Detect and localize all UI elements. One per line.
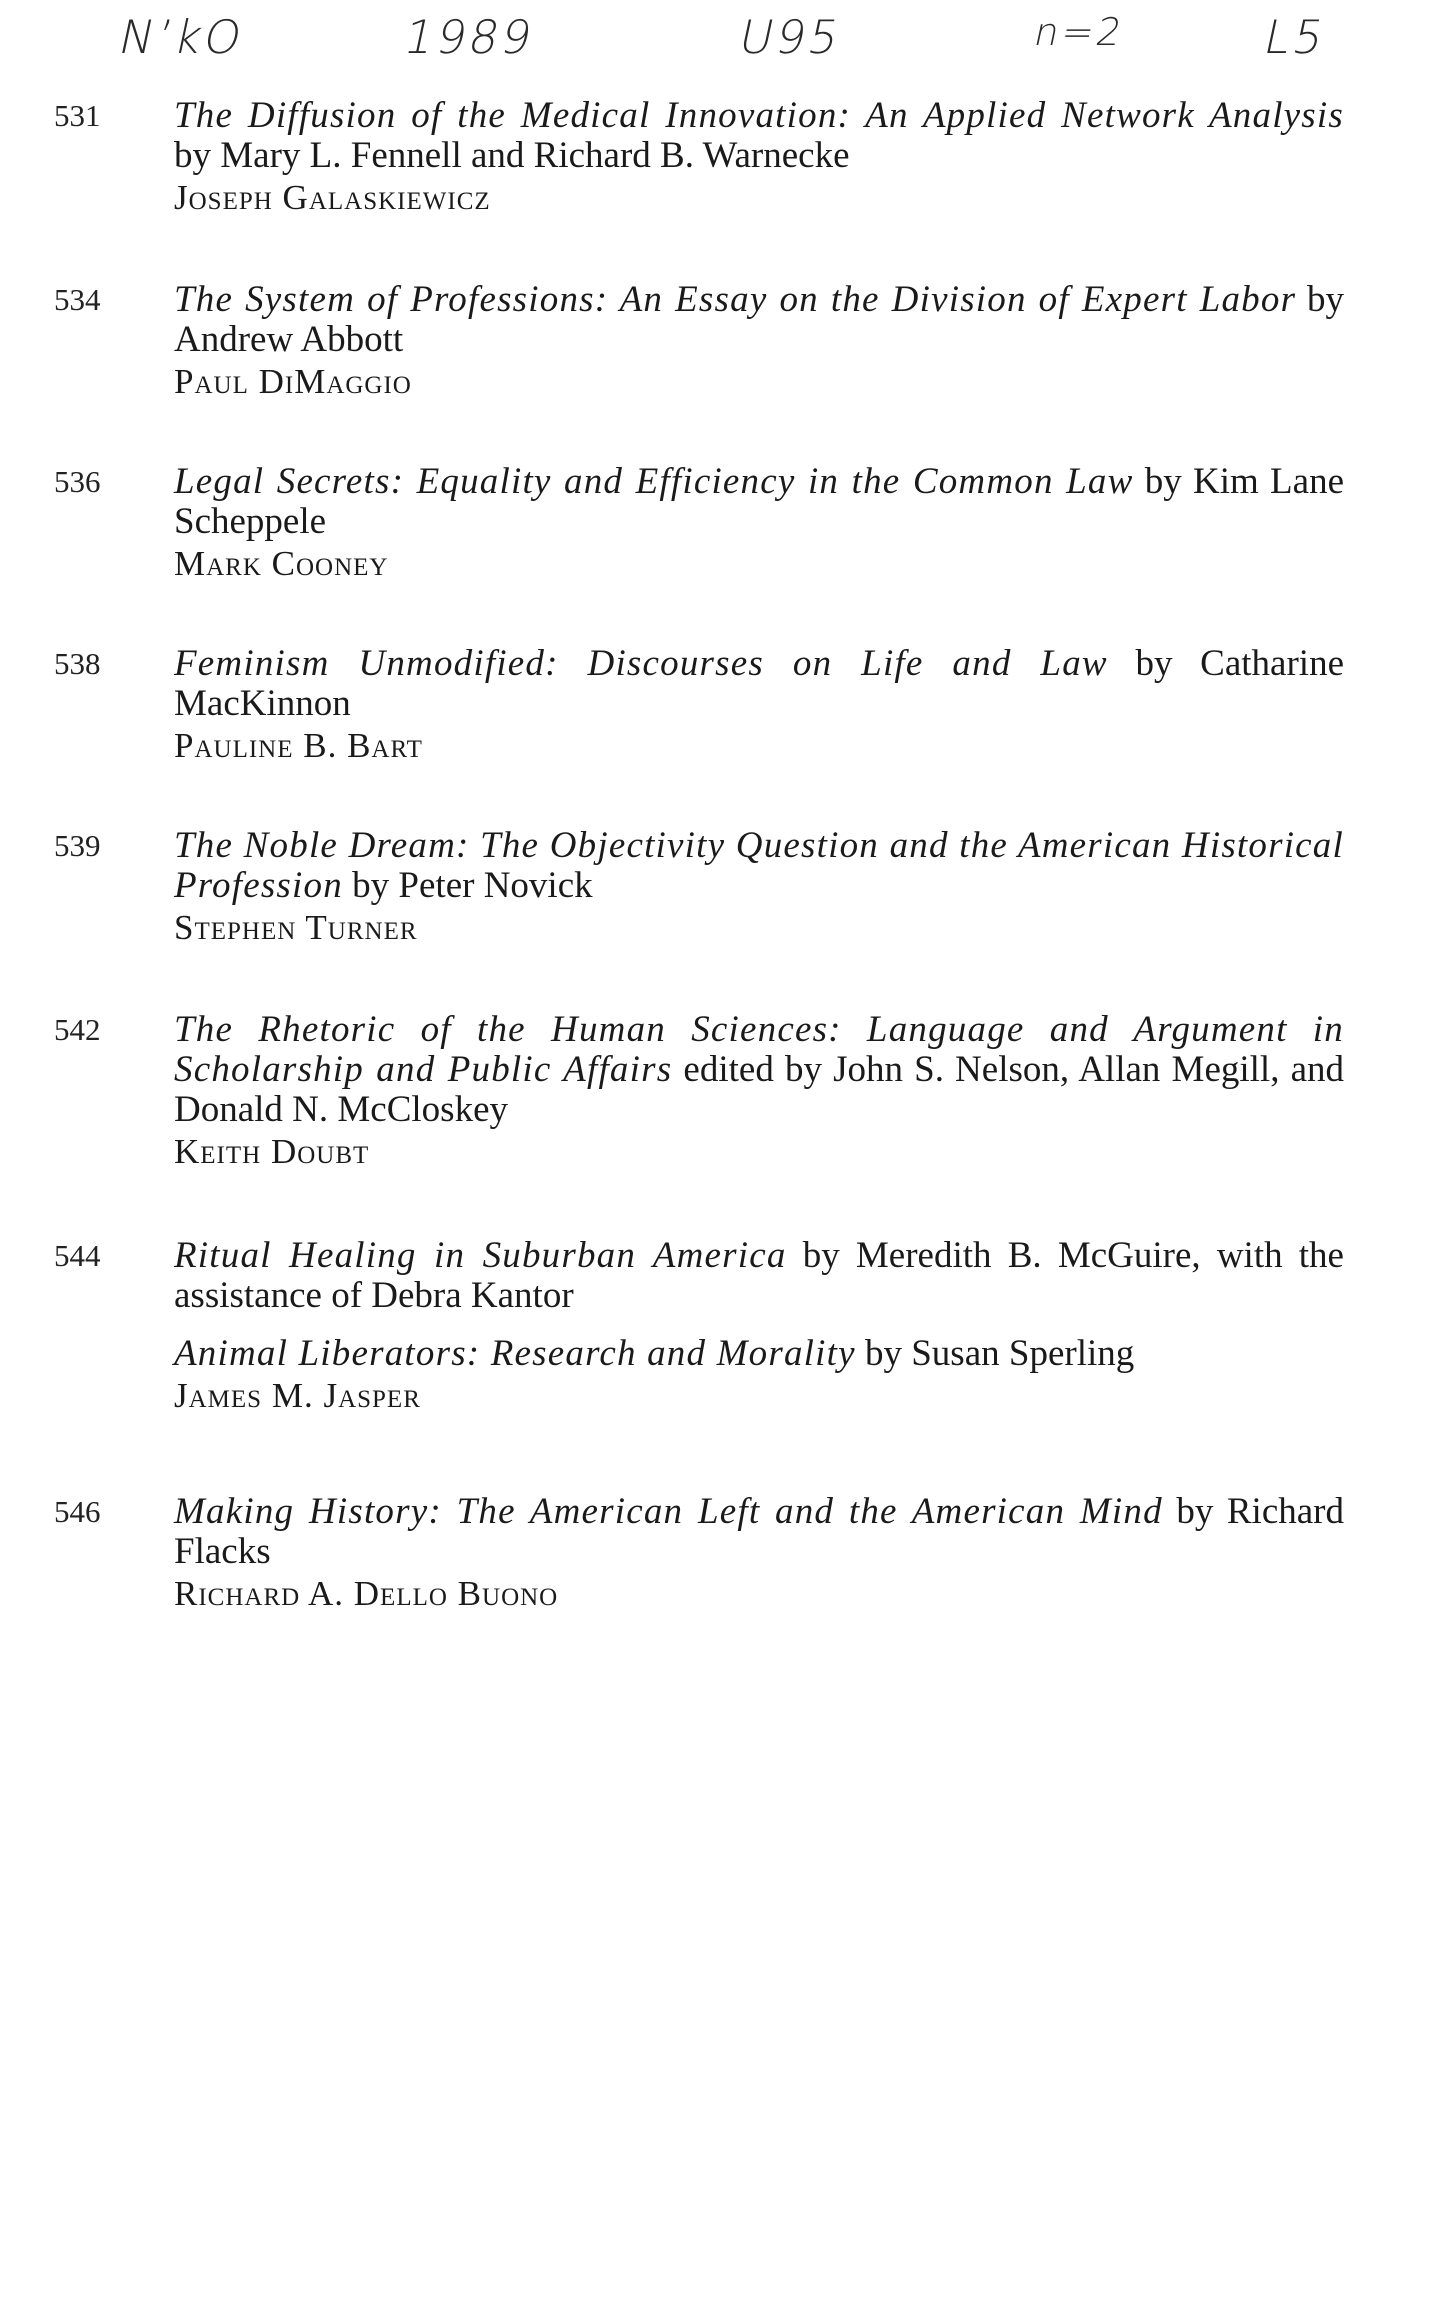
header-note-part: L5 xyxy=(1259,10,1332,64)
book-title: The Rhetoric of the Human Sciences: Language and Argument in Scholarship and Public Affairs xyxy=(174,1009,1344,1090)
reviewer-name: James M. Jasper xyxy=(174,1376,421,1415)
handwritten-header-note xyxy=(114,10,1390,80)
book-byline: edited by John S. Nelson, Allan Megill, and Donald N. McCloskey xyxy=(174,1049,1344,1130)
header-note-part: U95 xyxy=(734,10,847,64)
reviewer-name: Joseph Galaskiewicz xyxy=(174,178,491,217)
entry-body xyxy=(174,462,1344,586)
header-note-part: 1989 xyxy=(399,10,540,64)
entry-body xyxy=(174,644,1344,768)
entry-body xyxy=(174,826,1344,950)
book-title: Making History: The American Left and the American Mind xyxy=(174,1491,1163,1532)
page-number: 539 xyxy=(54,828,101,863)
book-byline: by Susan Sperling xyxy=(855,1333,1135,1374)
page-number: 531 xyxy=(54,98,101,133)
book-title: Animal Liberators: Research and Morality xyxy=(174,1333,856,1374)
reviewer-name: Stephen Turner xyxy=(174,908,418,947)
book-citation xyxy=(174,826,1344,906)
book-byline: by Peter Novick xyxy=(342,865,593,906)
page-number: 544 xyxy=(54,1238,101,1273)
entry-body xyxy=(174,1010,1344,1174)
entry-body xyxy=(174,96,1344,220)
page-number: 534 xyxy=(54,282,101,317)
book-byline: by Andrew Abbott xyxy=(174,279,1344,360)
reviewer-name: Paul DiMaggio xyxy=(174,362,412,401)
book-title: The Noble Dream: The Objectivity Question and the American Historical Profession xyxy=(174,825,1344,906)
book-byline: by Richard Flacks xyxy=(174,1491,1344,1572)
book-byline: by Kim Lane Scheppele xyxy=(174,461,1344,542)
book-title: The System of Professions: An Essay on the Division of Expert Labor xyxy=(174,279,1297,320)
book-citation xyxy=(174,644,1344,724)
header-note-part: N’kO xyxy=(114,10,250,64)
book-byline: by Meredith B. McGuire, with the assistance of Debra Kantor xyxy=(174,1235,1344,1316)
book-citation xyxy=(174,462,1344,542)
book-citation xyxy=(174,96,1344,176)
reviewer-name: Pauline B. Bart xyxy=(174,726,423,765)
page-number: 536 xyxy=(54,464,101,499)
entry-body xyxy=(174,1236,1344,1418)
book-citation xyxy=(174,1492,1344,1572)
book-byline: by Catharine MacKinnon xyxy=(174,643,1344,724)
reviewer-name: Keith Doubt xyxy=(174,1132,370,1171)
entry-body xyxy=(174,1492,1344,1616)
page-number: 542 xyxy=(54,1012,101,1047)
book-citation xyxy=(174,1236,1344,1316)
page-number: 546 xyxy=(54,1494,101,1529)
book-byline: by Mary L. Fennell and Richard B. Warnecke xyxy=(174,135,850,176)
book-citation xyxy=(174,1334,1344,1374)
book-title: The Diffusion of the Medical Innovation: An Applied Network Analysis xyxy=(174,95,1344,136)
page-number: 538 xyxy=(54,646,101,681)
book-citation xyxy=(174,280,1344,360)
book-title: Feminism Unmodified: Discourses on Life and Law xyxy=(174,643,1108,684)
header-note-part: n=2 xyxy=(1030,10,1129,54)
entry-body xyxy=(174,280,1344,404)
reviewer-name: Richard A. Dello Buono xyxy=(174,1574,559,1613)
book-title: Legal Secrets: Equality and Efficiency in the Common Law xyxy=(174,461,1134,502)
reviewer-name: Mark Cooney xyxy=(174,544,389,583)
book-citation xyxy=(174,1010,1344,1130)
book-title: Ritual Healing in Suburban America xyxy=(174,1235,787,1276)
